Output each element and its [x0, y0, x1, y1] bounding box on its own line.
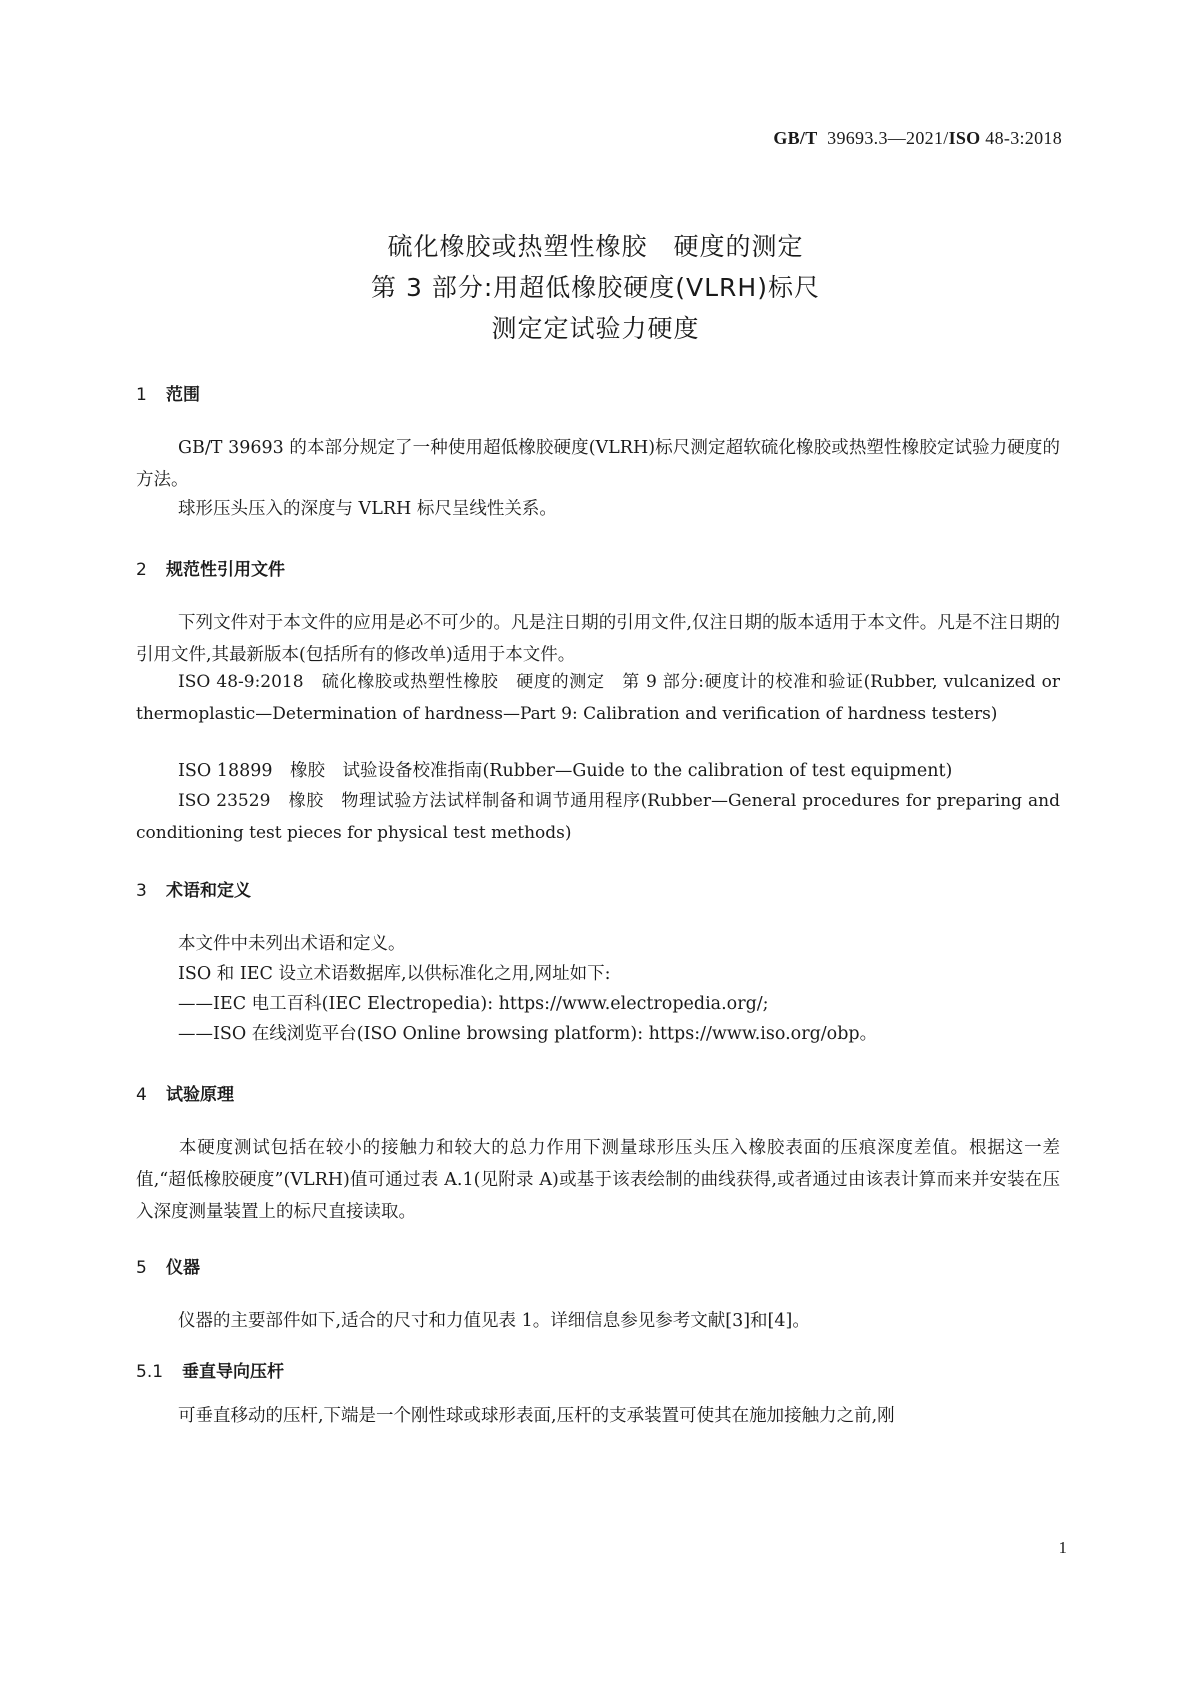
section-number: 5.1: [136, 1362, 164, 1382]
section-5-1-paragraph-1: [136, 1400, 1060, 1432]
paragraph-text: 仪器的主要部件如下,适合的尺寸和力值见表 1。详细信息参见参考文献[3]和[4]。: [178, 1311, 810, 1331]
code-iso-number: 48-3:2018: [985, 128, 1062, 148]
section-title: 垂直导向压杆: [182, 1362, 284, 1382]
section-3-line-4: [136, 1018, 1060, 1050]
paragraph-text: 球形压头压入的深度与 VLRH 标尺呈线性关系。: [178, 499, 557, 519]
section-number: 4: [136, 1085, 147, 1105]
section-1-heading: [136, 380, 200, 405]
section-title: 试验原理: [166, 1085, 234, 1105]
paragraph-text: 下列文件对于本文件的应用是必不可少的。凡是注日期的引用文件,仅注日期的版本适用于本文件。凡是不注日期的引用文件,其最新版本(包括所有的修改单)适用于本文件。: [136, 613, 1060, 665]
code-iso-prefix: ISO: [948, 128, 981, 148]
paragraph-text: 可垂直移动的压杆,下端是一个刚性球或球形表面,压杆的支承装置可使其在施加接触力之前,刚: [178, 1406, 895, 1426]
section-3-line-1: [136, 928, 1060, 960]
list-item: ——ISO 在线浏览平台(ISO Online browsing platform): https://www.iso.org/obp。: [178, 1024, 878, 1044]
section-3-heading: [136, 876, 251, 901]
section-number: 5: [136, 1258, 147, 1278]
section-title: 术语和定义: [166, 881, 251, 901]
reference-iso-18899: [136, 755, 1060, 787]
reference-text: ISO 23529 橡胶 物理试验方法试样制备和调节通用程序(Rubber—General procedures for preparing and conditioning test pieces for physical test methods): [136, 791, 1060, 843]
title-line-1: 硫化橡胶或热塑性橡胶 硬度的测定: [387, 232, 804, 261]
paragraph-text: GB/T 39693 的本部分规定了一种使用超低橡胶硬度(VLRH)标尺测定超软硫化橡胶或热塑性橡胶定试验力硬度的方法。: [136, 438, 1060, 490]
section-5-heading: [136, 1253, 200, 1278]
section-2-paragraph-1: [136, 607, 1060, 671]
title-line-3: 测定定试验力硬度: [491, 314, 700, 343]
section-1-paragraph-1: [136, 432, 1060, 496]
section-number: 3: [136, 881, 147, 901]
reference-iso-48-9: [136, 666, 1060, 730]
section-4-heading: [136, 1080, 234, 1105]
page-number: 1: [1058, 1538, 1067, 1557]
list-item: ——IEC 电工百科(IEC Electropedia): https://www.electropedia.org/;: [178, 994, 769, 1014]
section-5-paragraph-1: [136, 1305, 1060, 1337]
code-number: 39693.3—2021/: [827, 128, 949, 148]
section-3-line-3: [136, 988, 1060, 1020]
reference-iso-23529: [136, 785, 1060, 849]
section-title: 规范性引用文件: [166, 560, 285, 580]
paragraph-text: 本硬度测试包括在较小的接触力和较大的总力作用下测量球形压头压入橡胶表面的压痕深度差值。根据这一差值,“超低橡胶硬度”(VLRH)值可通过表 A.1(见附录 A)或基于该表绘制的曲线获得,或者通过由该表计算而来并安装在压入深度测量装置上的标尺直接读取。: [136, 1138, 1060, 1222]
standard-code-header: [773, 128, 1062, 149]
section-3-line-2: [136, 958, 1060, 990]
code-prefix: GB/T: [773, 128, 818, 148]
document-title: [0, 226, 1191, 349]
reference-text: ISO 18899 橡胶 试验设备校准指南(Rubber—Guide to the calibration of test equipment): [178, 761, 953, 781]
section-5-1-heading: [136, 1357, 284, 1382]
section-title: 范围: [166, 385, 200, 405]
section-title: 仪器: [166, 1258, 200, 1278]
reference-text: ISO 48-9:2018 硫化橡胶或热塑性橡胶 硬度的测定 第 9 部分:硬度计的校准和验证(Rubber, vulcanized or thermoplastic—Determination of hardness—Part 9: Calibration and verification of hardness testers): [136, 672, 1060, 724]
paragraph-text: ISO 和 IEC 设立术语数据库,以供标准化之用,网址如下:: [178, 964, 611, 984]
section-number: 2: [136, 560, 147, 580]
title-line-2: 第 3 部分:用超低橡胶硬度(VLRH)标尺: [371, 273, 820, 302]
section-2-heading: [136, 555, 285, 580]
section-4-paragraph-1: [136, 1132, 1060, 1228]
paragraph-text: 本文件中未列出术语和定义。: [178, 934, 406, 954]
section-1-paragraph-2: [136, 493, 1060, 525]
section-number: 1: [136, 385, 147, 405]
